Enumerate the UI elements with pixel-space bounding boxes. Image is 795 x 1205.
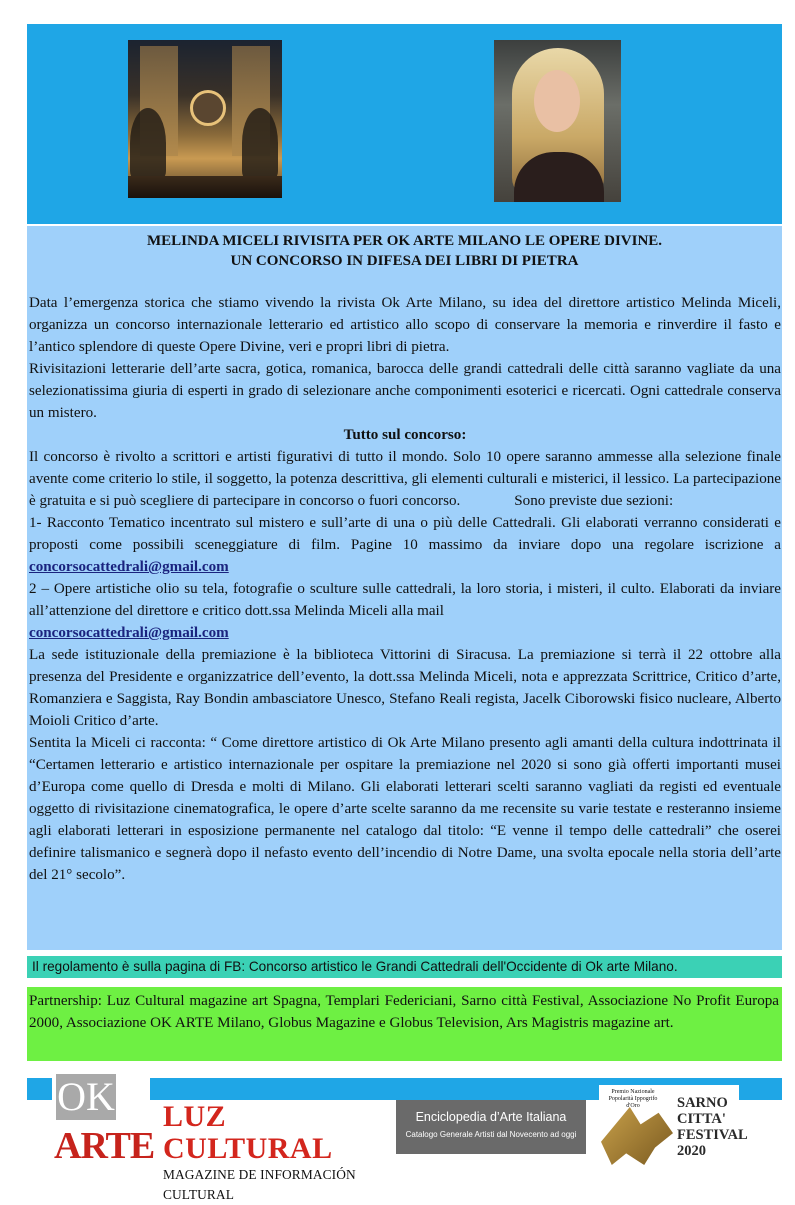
article-body	[27, 226, 782, 950]
email-link-2[interactable]: concorsocattedrali@gmail.com	[29, 625, 229, 641]
headline-line-1: MELINDA MICELI RIVISITA PER OK ARTE MILANO LE OPERE DIVINE.	[146, 233, 663, 249]
email-link-1[interactable]: concorsocattedrali@gmail.com	[29, 559, 229, 575]
paragraph-premiazione: La sede istituzionale della premiazione è la biblioteca Vittorini di Siracusa. La premiazione si terrà il 22 ottobre alla presenza del Presidente e organizzatrice dell’evento, la dott.ssa Melinda Miceli, nota e apprezzata Scrittrice, Critico d’arte, Romanziera e Saggista, Ray Bondin ambasciatore Unesco, Stefano Reali regista, Jacelk Ciborowski fisico nucleare, Alberto Moioli Critico d’arte.	[29, 647, 781, 729]
section-1-text: 1- Racconto Tematico incentrato sul mistero e sull’arte di una o più delle Cattedrali. Gli elaborati verranno considerati e proposti come possibili sceneggiature di film. Pagine 10 massimo da inviare dopo una regolare iscrizione a	[29, 515, 781, 553]
enciclopedia-subtitle: Catalogo Generale Artisti dal Novecento ad oggi	[405, 1130, 577, 1139]
rose-window	[190, 90, 226, 126]
tree-left	[130, 108, 166, 178]
enciclopedia-logo	[396, 1100, 586, 1154]
griffin-icon	[601, 1107, 673, 1165]
notre-dame-photo	[128, 40, 282, 198]
header-banner	[27, 24, 782, 224]
partnership-text: Partnership: Luz Cultural magazine art Spagna, Templari Federiciani, Sarno città Festival, Associazione No Profit Europa 2000, Associazione OK ARTE Milano, Globus Magazine e Globus Television, Ars Magistris magazine art.	[29, 993, 779, 1031]
paragraph-concorso	[29, 446, 781, 512]
sarno-line-1: SARNO	[677, 1095, 728, 1111]
portrait-face	[534, 70, 580, 132]
paragraph-intro: Data l’emergenza storica che stiamo vivendo la rivista Ok Arte Milano, su idea del direttore artistico Melinda Miceli, organizza un concorso internazionale letterario ed artistico allo scopo di conservare la memoria e rinverdire il fasto e l’antico splendore di queste Opere Divine, veri e propri libri di pietra.	[29, 295, 781, 355]
section-2-text: 2 – Opere artistiche olio su tela, fotografie o sculture sulle cattedrali, la loro storia, i misteri, il culto. Elaborati da inviare all’attenzione del direttore e critico dott.ssa Melinda Miceli alla mail	[29, 581, 781, 619]
sarno-award-text: Premio Nazionale Popolarità Ippogrifo d'Oro	[608, 1089, 658, 1109]
ok-arte-logo	[52, 1074, 155, 1168]
paragraph-rivisitazioni: Rivisitazioni letterarie dell’arte sacra, gotica, romanica, barocca delle grandi cattedrali delle città saranno vagliate da una selezionatissima giuria di esperti in grado di selezionare anche componimenti esoterici e ricercati. Ogni cattedrale conserva un mistero.	[29, 361, 781, 421]
sarno-festival-logo	[599, 1085, 748, 1169]
partnership-banner	[27, 987, 782, 1061]
luz-cultural-title: LUZ CULTURAL	[163, 1100, 333, 1165]
paragraph-sezioni: Sono previste due sezioni:	[514, 493, 674, 509]
enciclopedia-title: Enciclopedia d’Arte Italiana	[415, 1110, 567, 1124]
section-subtitle: Tutto sul concorso:	[343, 427, 467, 443]
paragraph-concorso-text: Il concorso è rivolto a scrittori e artisti figurativi di tutto il mondo. Solo 10 opere saranno ammesse alla selezione finale avente come criterio lo stile, il soggetto, la potenza descrittiva, gli elementi culturali e misterici, il lessico. La partecipazione è gratuita e si può scegliere di partecipare in concorso o fuori concorso.	[29, 449, 781, 509]
author-portrait-photo	[494, 40, 621, 202]
tree-right	[242, 108, 278, 178]
luz-cultural-subtitle: MAGAZINE DE INFORMACIÓN CULTURAL	[163, 1167, 356, 1202]
article-text	[29, 292, 781, 886]
paragraph-quote: Sentita la Miceli ci racconta: “ Come direttore artistico di Ok Arte Milano presento agli amanti della cultura indottrinata il “Certamen letterario e artistico internazionale per ospitare la premiazione nel 2020 si sono già offerti importanti musei d’Europa come quello di Dresda e molti di Milano. Gli elaborati letterari scelti saranno vagliati da registi ed eventuale oggetto di rivisitazione cinematografica, le opere d’arte scelte saranno da me recensite su varie testate e resteranno insieme agli elaborati letterari in esposizione permanente nel catalogo dal titolo: “E venne il tempo delle cattedrali” che oserei definire talismanico e segnerà dopo il nefasto evento dell’incendio di Notre Dame, una svolta epocale nella storia dell’arte del 21° secolo”.	[29, 735, 781, 883]
regolamento-text: Il regolamento è sulla pagina di FB: Concorso artistico le Grandi Cattedrali dell'Occidente di Ok arte Milano.	[32, 959, 678, 974]
ok-arte-logo-bottom: ARTE	[54, 1125, 155, 1167]
sarno-festival-text	[677, 1095, 748, 1159]
headline-line-2: UN CONCORSO IN DIFESA DEI LIBRI DI PIETRA	[230, 253, 579, 269]
luz-cultural-logo	[163, 1100, 361, 1202]
sarno-line-4: 2020	[677, 1143, 706, 1159]
river	[128, 176, 282, 198]
article-headline	[27, 231, 782, 271]
paragraph-section-1	[29, 512, 781, 578]
sarno-line-3: FESTIVAL	[677, 1127, 748, 1143]
ok-arte-logo-top: OK	[57, 1074, 115, 1119]
regolamento-banner	[27, 956, 782, 978]
paragraph-section-2	[29, 578, 781, 644]
sarno-line-2: CITTA'	[677, 1111, 726, 1127]
